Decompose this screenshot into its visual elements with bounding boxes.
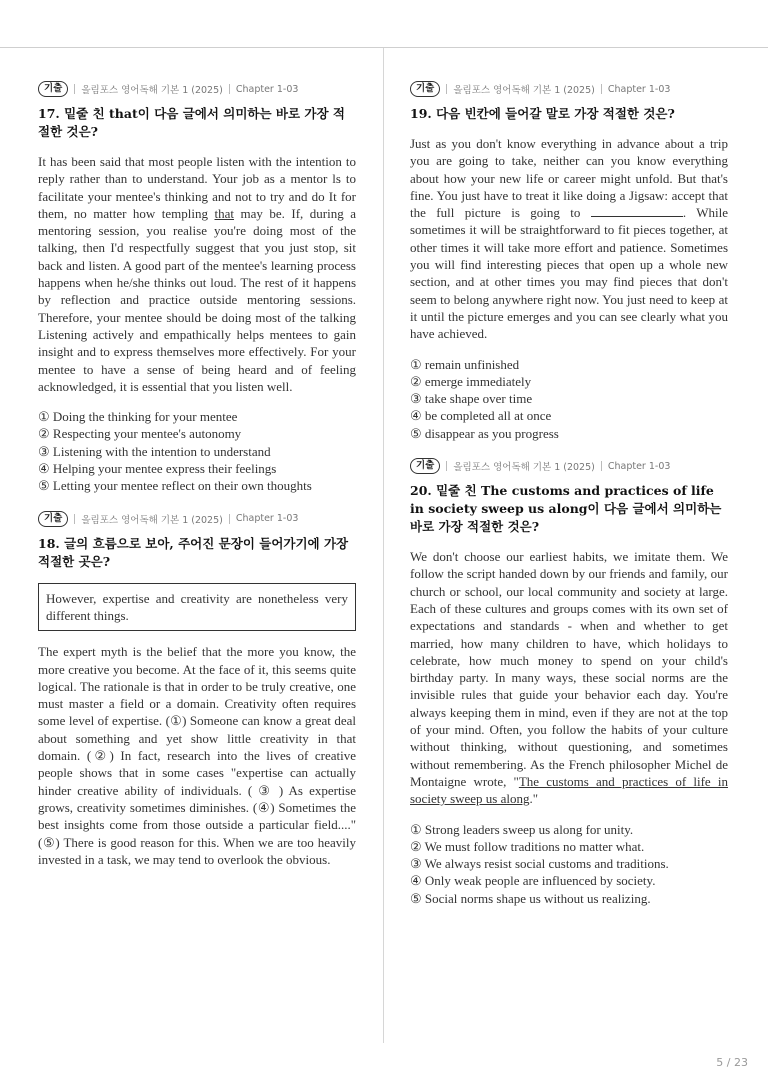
choice-4[interactable]: ④ Only weak people are influenced by society. bbox=[410, 873, 656, 889]
choice-1[interactable]: ① Strong leaders sweep us along for unity. bbox=[410, 821, 634, 837]
tag-separator bbox=[601, 84, 602, 94]
tag-separator bbox=[229, 84, 230, 94]
source-chapter: Chapter 1-03 bbox=[235, 83, 299, 95]
question-source-tag bbox=[38, 510, 356, 528]
source-book: 올림포스 영어독해 기본 1 (2025) bbox=[81, 85, 223, 96]
source-book: 올림포스 영어독해 기본 1 (2025) bbox=[453, 85, 595, 96]
underlined-phrase: The customs and practices of life in society sweep us along bbox=[410, 773, 728, 807]
source-chapter: Chapter 1-03 bbox=[607, 460, 671, 472]
passage-text: Just as you don't know everything in advance about a trip you are going to take, neither can you know everything about how your new life or career might unfold. But that's fine. You just have to treat it like doing a Jigsaw: accept that the full picture is going to bbox=[410, 136, 728, 221]
question-title: 20. 밑줄 친 The customs and practices of life in society sweep us along이 다음 글에서 의미하는 바로 가장 적절한 것은? bbox=[410, 483, 722, 535]
question-title: 19. 다음 빈칸에 들어갈 말로 가장 적절한 것은? bbox=[410, 106, 675, 121]
passage-text: ." bbox=[529, 791, 539, 807]
question-18 bbox=[38, 510, 356, 868]
exam-badge: 기출 bbox=[410, 81, 440, 97]
question-title: 18. 글의 흐름으로 보아, 주어진 문장이 들어가기에 가장 적절한 곳은? bbox=[38, 535, 349, 569]
choice-3[interactable]: ③ We always resist social customs and traditions. bbox=[410, 856, 669, 872]
passage-text: may be. If, during a mentoring session, you realise you're doing most of the talking, then I'd respectfully suggest that you just stop, sit back and listen. A good part of the mentee's learning process happens when he/she thinks out loud. The rest of it happens by reflection and practice outside mentoring sessions. Therefore, your mentee should be doing most of the talking Listening actively and empathically helps mentees to gain insight and to express themselves more effectively. For your mentee to have a sense of being heard and of feeling acknowledged, it is essential that you listen well. bbox=[38, 205, 356, 394]
page-number: 5 / 23 bbox=[716, 1056, 748, 1069]
choice-5[interactable]: ⑤ Letting your mentee reflect on their own thoughts bbox=[38, 478, 312, 494]
question-20 bbox=[410, 457, 728, 907]
question-passage bbox=[38, 153, 356, 395]
question-passage bbox=[410, 135, 728, 343]
choice-2[interactable]: ② We must follow traditions no matter what. bbox=[410, 838, 645, 854]
question-source-tag bbox=[410, 80, 728, 98]
choice-2[interactable]: ② emerge immediately bbox=[410, 373, 532, 389]
exam-badge: 기출 bbox=[38, 511, 68, 527]
answer-choices bbox=[410, 821, 728, 907]
choice-5[interactable]: ⑤ disappear as you progress bbox=[410, 425, 559, 441]
choice-3[interactable]: ③ take shape over time bbox=[410, 391, 533, 407]
tag-separator bbox=[74, 514, 75, 524]
tag-separator bbox=[446, 461, 447, 471]
question-passage bbox=[410, 548, 728, 807]
source-chapter: Chapter 1-03 bbox=[235, 513, 299, 525]
given-sentence-box: However, expertise and creativity are nonetheless very different things. bbox=[38, 583, 356, 632]
question-source-tag bbox=[410, 457, 728, 475]
answer-blank bbox=[591, 205, 683, 217]
underlined-phrase: that bbox=[214, 205, 235, 221]
column-divider bbox=[383, 48, 384, 1043]
choice-1[interactable]: ① Doing the thinking for your mentee bbox=[38, 409, 238, 425]
question-passage: The expert myth is the belief that the more you know, the more creative you become. At the face of it, this seems quite logical. The rationale is that in order to be truly creative, one must master a field or a domain. Creativity often requires some level of expertise. (①) Someone can know a great deal about something and yet show little creativity in that domain. (②) In fact, research into the lives of creative people shows that in some cases "expertise can actually hinder creative ability of individuals. ( ③ ) As expertise grows, creativity sometimes diminishes. (④) Sometimes the best insights come from those outside a particular field...." (⑤) There is good reason for this. When we are too heavily invested in a task, we may tend to overlook the obvious. bbox=[38, 644, 356, 867]
source-chapter: Chapter 1-03 bbox=[607, 83, 671, 95]
choice-3[interactable]: ③ Listening with the intention to understand bbox=[38, 443, 271, 459]
tag-separator bbox=[446, 84, 447, 94]
choice-4[interactable]: ④ Helping your mentee express their feelings bbox=[38, 461, 277, 477]
tag-separator bbox=[74, 84, 75, 94]
answer-choices bbox=[410, 356, 728, 442]
exam-badge: 기출 bbox=[410, 458, 440, 474]
passage-text: It has been said that most people listen with the intention to reply rather than to understand. Your job as a mentor ls to facilitate your mentee's thinking and not to try and do It for them, no matter how templing bbox=[38, 154, 356, 221]
passage-text: We don't choose our earliest habits, we imitate them. We follow the script handed down by our friends and family, our church or school, our local community and society at large. Each of these cultures and groups comes with its own set of expectations and standards - when and whether to get married, how many children to have, which holidays to celebrate, how much money to spend on your child's birthday party. In many ways, these social norms are the invisible rules that guide your behavior each day. You're always keeping them in mind, even if they are not at the top of your mind. Often, you follow the habits of your culture without thinking, without questioning, and sometimes without remembering. As the French philosopher Michel de Montaigne wrote, " bbox=[410, 549, 728, 789]
question-19 bbox=[410, 80, 728, 442]
exam-badge: 기출 bbox=[38, 81, 68, 97]
header-rule bbox=[0, 47, 768, 48]
choice-2[interactable]: ② Respecting your mentee's autonomy bbox=[38, 426, 242, 442]
right-column bbox=[410, 80, 728, 907]
passage-text: . While sometimes it will be straightforward to fit pieces together, at other times it will take more effort and patience. Sometimes you will find interesting pieces that open up a whole new section, and at other times you may find pieces that don't seem to belong anywhere right now. You just need to keep at it until the picture emerges and you can see clearly what you have achieved. bbox=[410, 205, 729, 342]
source-book: 올림포스 영어독해 기본 1 (2025) bbox=[81, 514, 223, 526]
tag-separator bbox=[229, 514, 230, 524]
left-column bbox=[38, 80, 356, 868]
choice-4[interactable]: ④ be completed all at once bbox=[410, 408, 552, 424]
choice-1[interactable]: ① remain unfinished bbox=[410, 356, 520, 372]
choice-5[interactable]: ⑤ Social norms shape us without us realizing. bbox=[410, 890, 651, 906]
answer-choices bbox=[38, 408, 356, 494]
tag-separator bbox=[601, 461, 602, 471]
source-book: 올림포스 영어독해 기본 1 (2025) bbox=[453, 462, 595, 474]
question-source-tag bbox=[38, 80, 356, 98]
question-title: 17. 밑줄 친 that이 다음 글에서 의미하는 바로 가장 적절한 것은? bbox=[38, 106, 345, 139]
question-17 bbox=[38, 80, 356, 495]
